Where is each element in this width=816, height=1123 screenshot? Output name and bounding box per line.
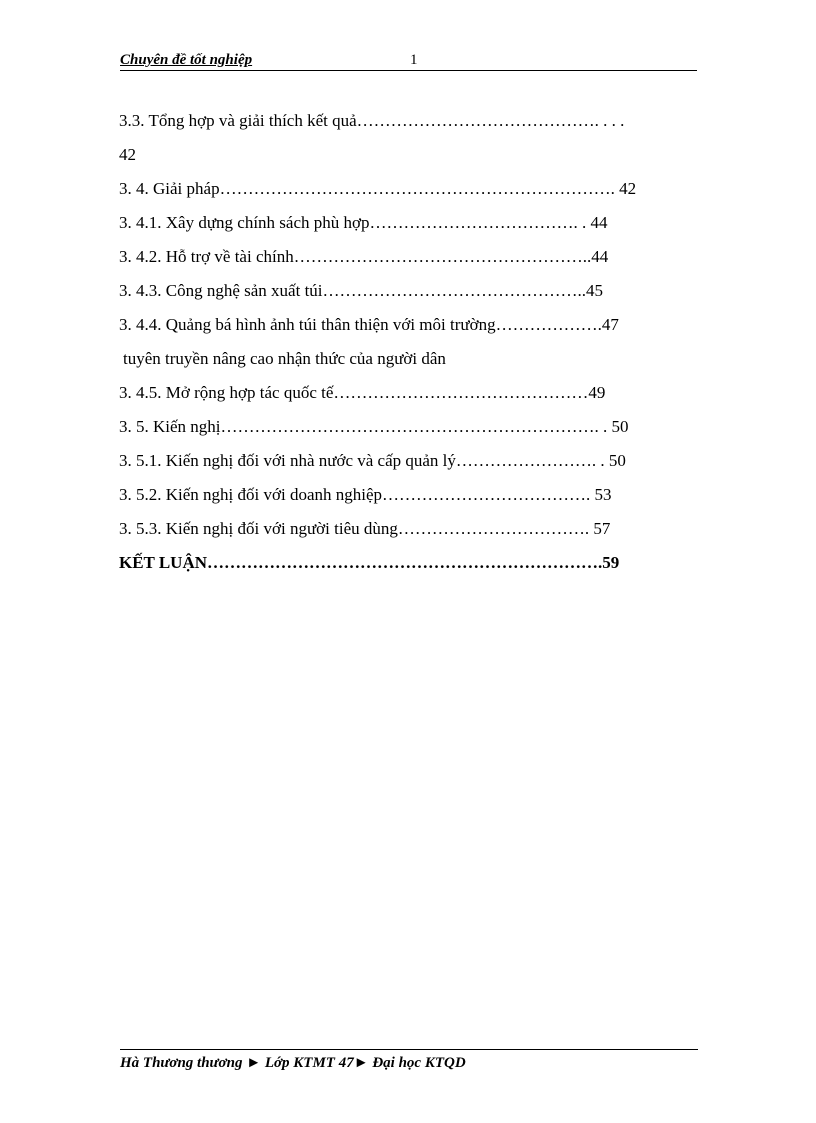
footer-author: Hà Thương thương [120, 1055, 243, 1071]
toc-entry-3-4-5: 3. 4.5. Mở rộng hợp tác quốc tế………………………………………49 [119, 383, 606, 402]
toc-entry-3-5-1: 3. 5.1. Kiến nghị đối với nhà nước và cấp quản lý……………………. . 50 [119, 451, 626, 470]
footer-text [120, 1055, 698, 1072]
toc-entry-3-5: 3. 5. Kiến nghị…………………………………………………………. . 50 [119, 417, 629, 436]
toc-entry-3-4-1: 3. 4.1. Xây dựng chính sách phù hợp………………………………. . 44 [119, 213, 608, 232]
table-of-contents [119, 104, 699, 580]
toc-entry-3-4-3: 3. 4.3. Công nghệ sản xuất túi………………………………………..45 [119, 281, 604, 300]
toc-entry-3-5-3: 3. 5.3. Kiến nghị đối với người tiêu dùng……………………………. 57 [119, 519, 611, 538]
toc-entry-3-4-4-continued: tuyên truyền nâng cao nhận thức của người dân [123, 349, 446, 368]
footer-class: Lớp KTMT 47 [264, 1055, 354, 1071]
arrow-right-icon: ► [353, 1055, 369, 1071]
toc-entry-3-4: 3. 4. Giải pháp……………………………………………………………. 42 [119, 179, 637, 198]
page-number: 1 [410, 52, 418, 68]
toc-entry-conclusion: KẾT LUẬN…………………………………………………………….59 [119, 553, 620, 572]
toc-entry-3-5-2: 3. 5.2. Kiến nghị đối với doanh nghiệp………………………………. 53 [119, 485, 612, 504]
toc-entry-3-3: 3.3. Tổng hợp và giải thích kết quả……………………………………. . . . [119, 111, 625, 130]
toc-entry-3-3-page: 42 [119, 145, 136, 164]
arrow-right-icon: ► [246, 1055, 262, 1071]
footer-university: Đại học KTQD [372, 1055, 466, 1071]
header-title: Chuyên đề tốt nghiệp [120, 52, 253, 68]
toc-entry-3-4-4: 3. 4.4. Quảng bá hình ảnh túi thân thiện với môi trường……………….47 [119, 315, 619, 334]
page-header [120, 52, 697, 71]
toc-entry-3-4-2: 3. 4.2. Hỗ trợ về tài chính……………………………………………..44 [119, 247, 609, 266]
page-footer [120, 1049, 698, 1072]
